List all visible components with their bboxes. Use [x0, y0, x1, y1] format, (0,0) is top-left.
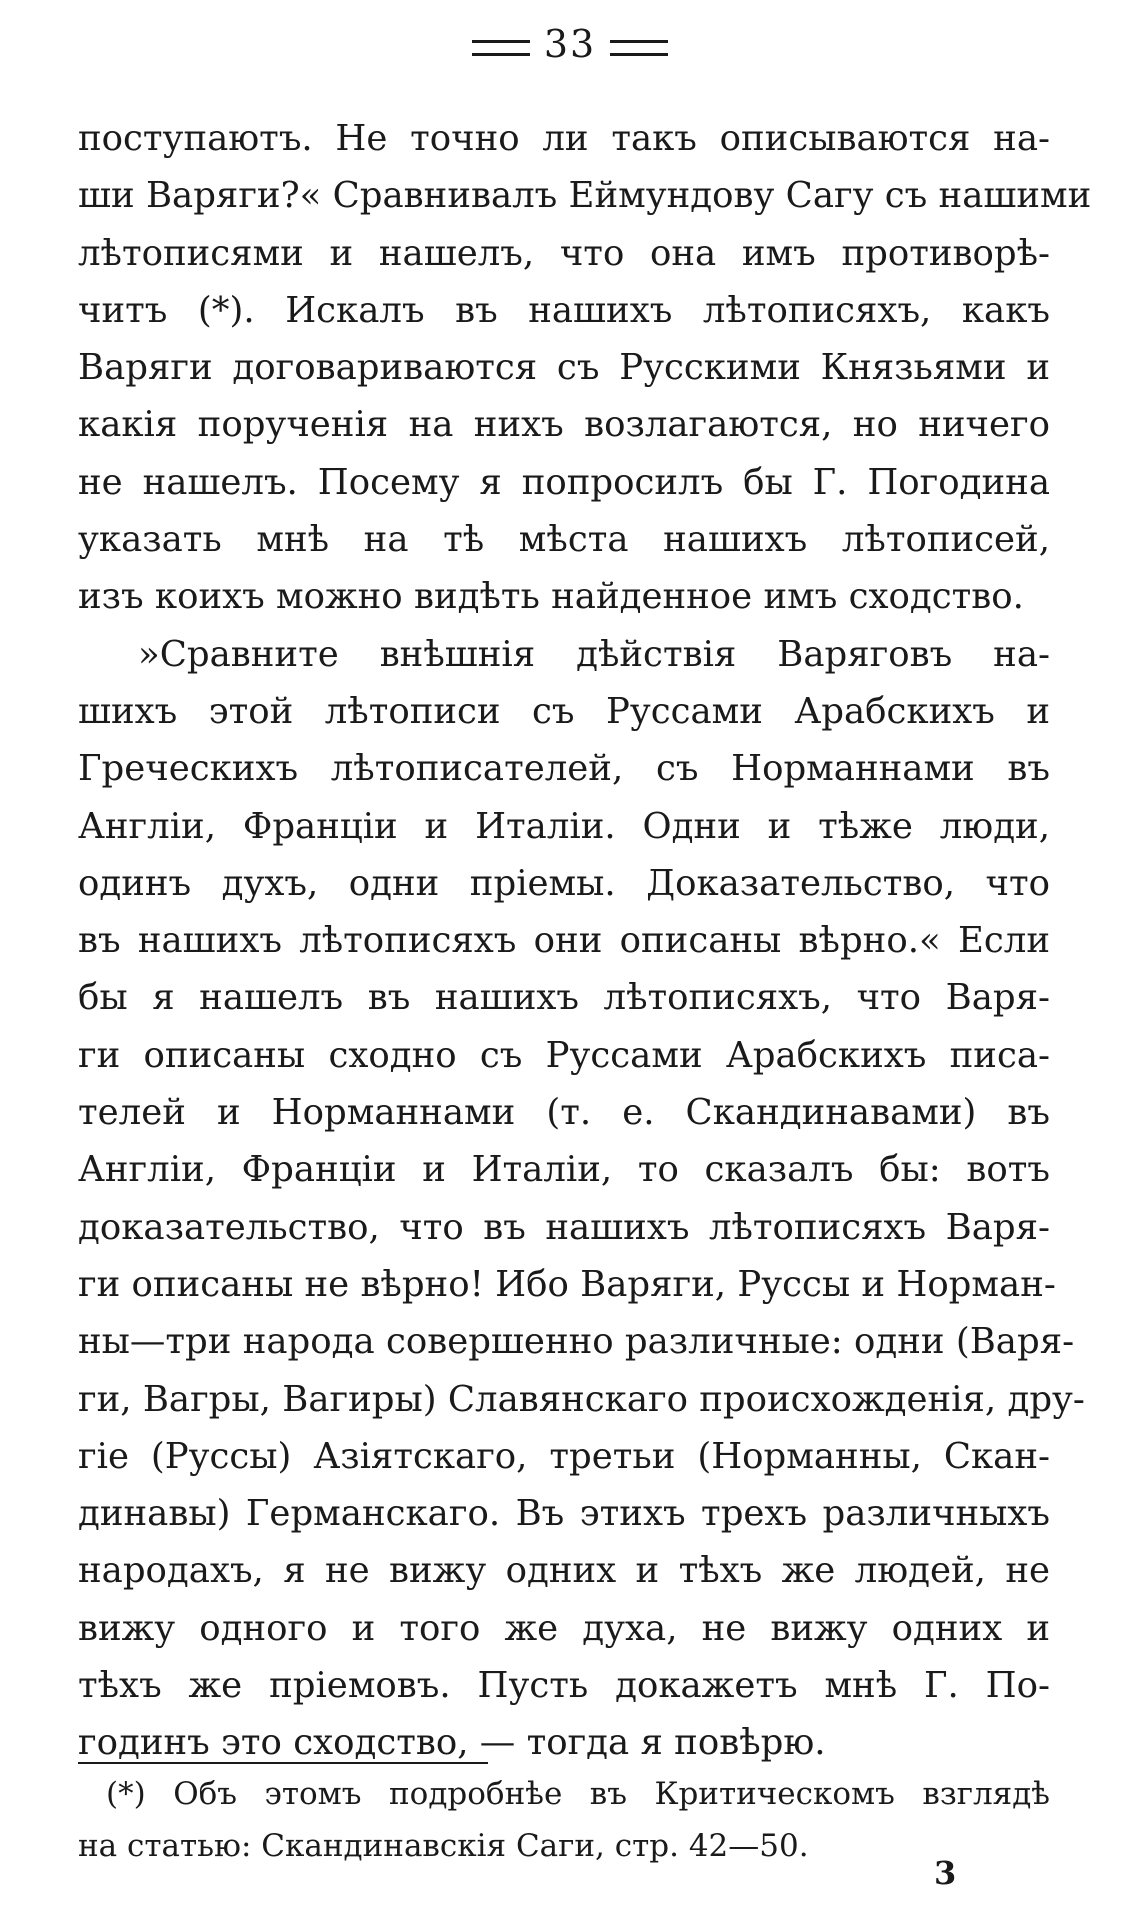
text-line: доказательство, что въ нашихъ лѣтописяхъ Варя- — [78, 1206, 1050, 1248]
text-line: Варяги договариваются съ Русскими Князьями и — [78, 347, 1050, 389]
text-line: одинъ духъ, одни пріемы. Доказательство, что — [78, 862, 1050, 904]
header-rule-left — [472, 40, 530, 56]
footnote-line: (*) Объ этомъ подробнѣе въ Критическомъ взглядѣ — [106, 1776, 1050, 1812]
body-text — [78, 110, 1092, 1772]
text-line: ши Варяги?« Сравнивалъ Еймундову Сагу съ нашими — [78, 175, 1092, 217]
text-line: поступаютъ. Не точно ли такъ описываются на- — [78, 118, 1050, 159]
text-line: ги, Вагры, Вагиры) Славянскаго происхожденія, дру- — [78, 1378, 1085, 1420]
text-line: »Сравните внѣшнія дѣйствія Варяговъ на- — [138, 633, 1050, 675]
footnote — [78, 1768, 1050, 1872]
text-line: ны—три народа совершенно различные: одни (Варя- — [78, 1321, 1075, 1363]
text-line: вижу одного и того же духа, не вижу одних и — [78, 1607, 1050, 1649]
text-line: ги описаны не вѣрно! Ибо Варяги, Руссы и Норман- — [78, 1263, 1056, 1305]
text-line: Англіи, Франціи и Италіи, то сказалъ бы: вотъ — [78, 1149, 1050, 1191]
text-line: годинъ это сходство, — тогда я повѣрю. — [78, 1722, 826, 1764]
text-line: указать мнѣ на тѣ мѣста нашихъ лѣтописей, — [78, 519, 1050, 561]
text-line: телей и Норманнами (т. е. Скандинавами) въ — [78, 1092, 1050, 1134]
text-line: не нашелъ. Посему я попросилъ бы Г. Погодина — [78, 461, 1050, 503]
text-line: шихъ этой лѣтописи съ Руссами Арабскихъ и — [78, 690, 1050, 732]
text-line: какія порученія на нихъ возлагаются, но ничего — [78, 404, 1050, 446]
text-line: Англіи, Франціи и Италіи. Одни и тѣже люди, — [78, 805, 1050, 847]
text-line: Греческихъ лѣтописателей, съ Норманнами въ — [78, 748, 1050, 790]
text-line: бы я нашелъ въ нашихъ лѣтописяхъ, что Варя- — [78, 977, 1050, 1019]
text-line: въ нашихъ лѣтописяхъ они описаны вѣрно.« Если — [78, 920, 1050, 962]
text-line: ги описаны сходно съ Руссами Арабскихъ писа- — [78, 1034, 1050, 1076]
text-line: динавы) Германскаго. Въ этихъ трехъ различныхъ — [78, 1493, 1050, 1535]
text-line: гіе (Руссы) Азіятскаго, третьи (Норманны, Скан- — [78, 1435, 1050, 1477]
text-line: читъ (*). Искалъ въ нашихъ лѣтописяхъ, какъ — [78, 289, 1050, 331]
page-number: 33 — [543, 22, 597, 66]
text-line: лѣтописями и нашелъ, что она имъ противорѣ- — [78, 232, 1050, 274]
text-line: изъ коихъ можно видѣть найденное имъ сходство. — [78, 576, 1024, 618]
text-line: народахъ, я не вижу одних и тѣхъ же людей, не — [78, 1550, 1050, 1592]
header-rule-right — [610, 40, 668, 56]
footnote-line: на статью: Скандинавскія Саги, стр. 42—50. — [78, 1828, 809, 1864]
footnote-divider — [78, 1762, 488, 1764]
page-header — [0, 22, 1140, 66]
signature-mark: 3 — [934, 1854, 957, 1892]
text-line: тѣхъ же пріемовъ. Пусть докажетъ мнѣ Г. По- — [78, 1665, 1050, 1707]
